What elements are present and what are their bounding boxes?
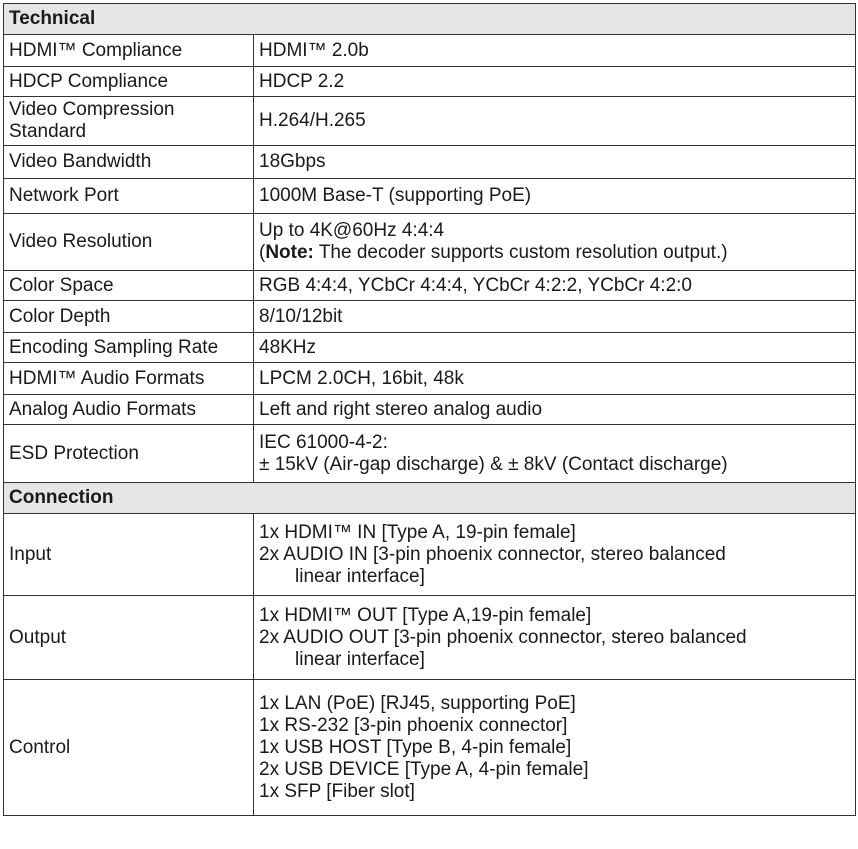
spec-label-line: Standard: [9, 121, 87, 142]
spec-value-line: 1x HDMI™ IN [Type A, 19-pin female]: [259, 521, 576, 543]
table-row: [4, 596, 856, 680]
spec-label: [4, 97, 254, 146]
spec-label: Network Port: [4, 179, 254, 214]
spec-label-line: Video Compression: [9, 99, 175, 120]
spec-label: Color Space: [4, 271, 254, 301]
note-text: The decoder supports custom resolution output.): [313, 242, 728, 263]
spec-value-line: linear interface]: [295, 565, 425, 587]
spec-value-line: 2x USB DEVICE [Type A, 4-pin female]: [259, 758, 589, 780]
spec-value: 18Gbps: [254, 146, 856, 179]
table-row: [4, 35, 856, 67]
spec-value: HDCP 2.2: [254, 67, 856, 97]
table-row: [4, 214, 856, 271]
spec-value: LPCM 2.0CH, 16bit, 48k: [254, 363, 856, 395]
table-row: [4, 363, 856, 395]
spec-value: [254, 596, 856, 680]
note-open-paren: (: [259, 242, 266, 263]
table-row: [4, 680, 856, 816]
spec-label: Encoding Sampling Rate: [4, 333, 254, 363]
table-row: [4, 333, 856, 363]
section-title: Connection: [4, 483, 856, 514]
spec-value-line: 2x AUDIO IN [3-pin phoenix connector, stereo balanced: [259, 543, 726, 565]
table-row: [4, 97, 856, 146]
spec-value: H.264/H.265: [254, 97, 856, 146]
table-row: [4, 271, 856, 301]
spec-value-line: 1x RS-232 [3-pin phoenix connector]: [259, 714, 568, 736]
spec-value: [254, 214, 856, 271]
section-title: Technical: [4, 4, 856, 35]
spec-value-line: Up to 4K@60Hz 4:4:4: [259, 220, 445, 241]
table-row: [4, 425, 856, 483]
spec-note: [259, 242, 851, 264]
spec-label: Video Bandwidth: [4, 146, 254, 179]
spec-value-line: 1x HDMI™ OUT [Type A,19-pin female]: [259, 604, 592, 626]
spec-value-line: 1x LAN (PoE) [RJ45, supporting PoE]: [259, 692, 576, 714]
table-row: [4, 67, 856, 97]
spec-value: Left and right stereo analog audio: [254, 395, 856, 425]
table-row: [4, 179, 856, 214]
section-header-connection: [4, 483, 856, 514]
spec-value: 48KHz: [254, 333, 856, 363]
spec-value-line: 2x AUDIO OUT [3-pin phoenix connector, stereo balanced: [259, 626, 747, 648]
spec-value-line: ± 15kV (Air-gap discharge) & ± 8kV (Contact discharge): [259, 453, 728, 475]
spec-value-line: 1x USB HOST [Type B, 4-pin female]: [259, 736, 572, 758]
spec-label: ESD Protection: [4, 425, 254, 483]
spec-value: RGB 4:4:4, YCbCr 4:4:4, YCbCr 4:2:2, YCbCr 4:2:0: [254, 271, 856, 301]
spec-label: Output: [4, 596, 254, 680]
table-row: [4, 514, 856, 596]
spec-value: HDMI™ 2.0b: [254, 35, 856, 67]
spec-value: [254, 514, 856, 596]
spec-label: Input: [4, 514, 254, 596]
spec-value: 1000M Base-T (supporting PoE): [254, 179, 856, 214]
table-row: [4, 146, 856, 179]
spec-value-line: linear interface]: [295, 648, 425, 670]
spec-label: Analog Audio Formats: [4, 395, 254, 425]
table-row: [4, 301, 856, 333]
spec-value: [254, 680, 856, 816]
table-row: [4, 395, 856, 425]
spec-value: [254, 425, 856, 483]
spec-table: [3, 3, 856, 816]
spec-label: Video Resolution: [4, 214, 254, 271]
section-header-technical: [4, 4, 856, 35]
spec-value-line: IEC 61000-4-2:: [259, 431, 388, 453]
spec-value: 8/10/12bit: [254, 301, 856, 333]
spec-label: Color Depth: [4, 301, 254, 333]
spec-label: HDMI™ Audio Formats: [4, 363, 254, 395]
spec-value-line: 1x SFP [Fiber slot]: [259, 780, 415, 802]
spec-label: HDMI™ Compliance: [4, 35, 254, 67]
spec-label: Control: [4, 680, 254, 816]
note-label: Note:: [265, 242, 314, 263]
spec-label: HDCP Compliance: [4, 67, 254, 97]
